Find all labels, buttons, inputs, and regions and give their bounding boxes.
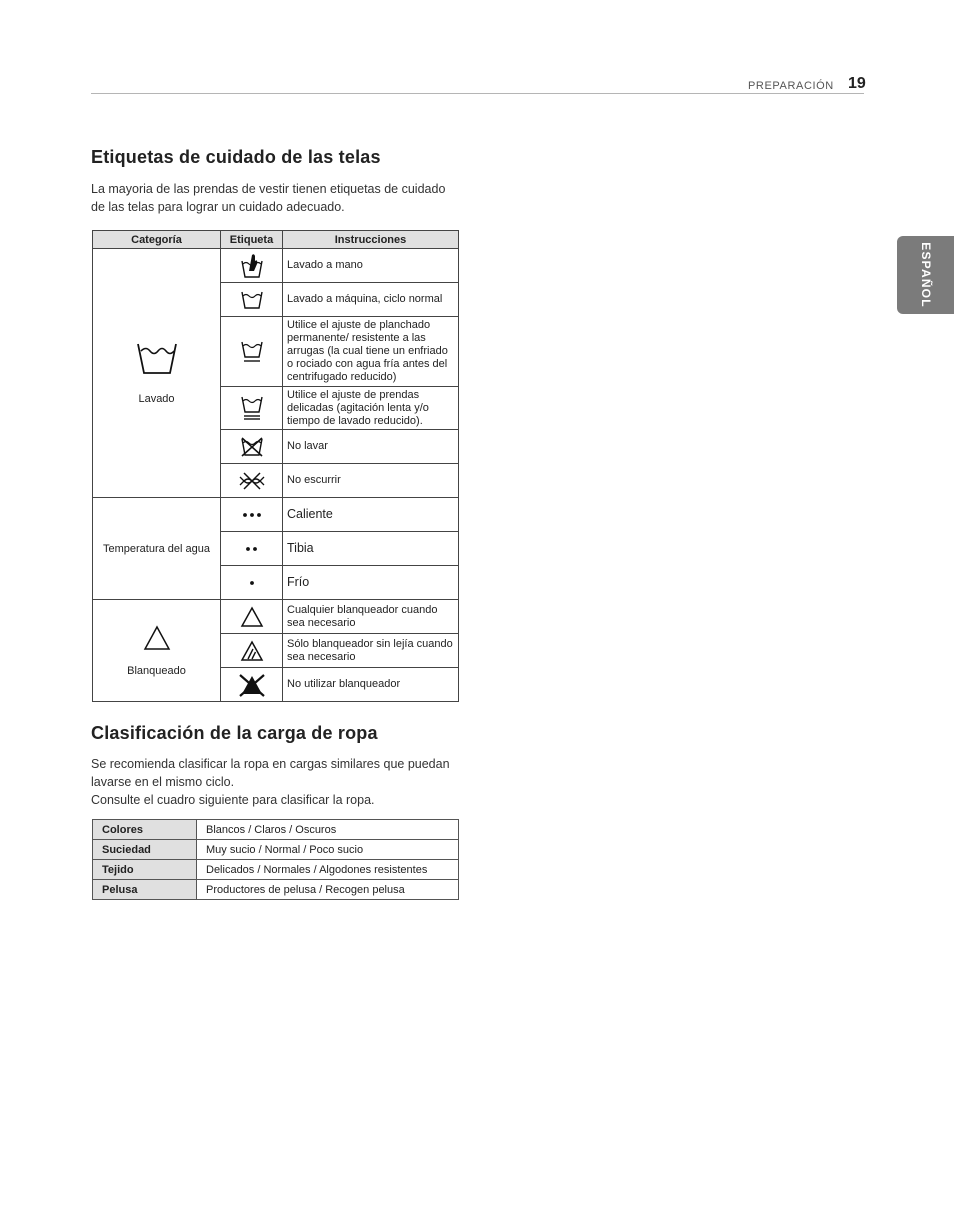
do-not-wring-icon: [221, 464, 283, 498]
three-dots-icon: [221, 498, 283, 532]
hand-wash-icon: [221, 249, 283, 283]
instruction-machine-wash: Lavado a máquina, ciclo normal: [283, 283, 459, 317]
do-not-bleach-icon: [221, 668, 283, 702]
header-section-label: PREPARACIÓN: [748, 80, 834, 92]
triangle-icon: [143, 625, 171, 651]
permanent-press-icon: [221, 317, 283, 387]
table-row: [93, 249, 459, 283]
table-row: [93, 600, 459, 634]
sort-value-soil: Muy sucio / Normal / Poco sucio: [197, 840, 459, 860]
instruction-cold: Frío: [283, 566, 459, 600]
sort-section-title: Clasificación de la carga de ropa: [91, 723, 378, 743]
instruction-delicate: Utilice el ajuste de prendas delicadas (agitación lenta y/o tiempo de lavado reducido).: [283, 387, 459, 430]
category-water-temperature: [93, 498, 221, 600]
sorting-table: [92, 819, 459, 900]
non-chlorine-bleach-icon: [221, 634, 283, 668]
instruction-do-not-wash: No lavar: [283, 430, 459, 464]
sort-key-colors: Colores: [93, 820, 197, 840]
category-bleach-label: Blanqueado: [127, 664, 186, 677]
table-row: [93, 820, 459, 840]
care-label-table: [92, 230, 459, 702]
washtub-icon: [136, 341, 178, 375]
sort-value-lint: Productores de pelusa / Recogen pelusa: [197, 880, 459, 900]
table-row: [93, 840, 459, 860]
care-section-title: Etiquetas de cuidado de las telas: [91, 147, 381, 167]
header-divider: [91, 93, 864, 94]
table-row: [93, 498, 459, 532]
sort-key-lint: Pelusa: [93, 880, 197, 900]
header-category: Categoría: [93, 231, 221, 249]
sort-key-soil: Suciedad: [93, 840, 197, 860]
category-washing: [93, 249, 221, 498]
category-water-temperature-label: Temperatura del agua: [102, 542, 210, 555]
instruction-any-bleach: Cualquier blanqueador cuando sea necesario: [283, 600, 459, 634]
bleach-any-icon: [221, 600, 283, 634]
language-tab[interactable]: [897, 236, 954, 314]
sort-key-fabric: Tejido: [93, 860, 197, 880]
one-dot-icon: [221, 566, 283, 600]
instruction-permanent-press: Utilice el ajuste de planchado permanente/ resistente a las arrugas (la cual tiene un enfriado o rociado con agua fría antes del centrifugado reducido): [283, 317, 459, 387]
sort-value-colors: Blancos / Claros / Oscuros: [197, 820, 459, 840]
do-not-wash-icon: [221, 430, 283, 464]
instruction-hand-wash: Lavado a mano: [283, 249, 459, 283]
table-row: [93, 860, 459, 880]
instruction-do-not-wring: No escurrir: [283, 464, 459, 498]
sort-section-intro-2: Consulte el cuadro siguiente para clasificar la ropa.: [91, 793, 375, 807]
delicate-icon: [221, 387, 283, 430]
header-label: Etiqueta: [221, 231, 283, 249]
two-dots-icon: [221, 532, 283, 566]
machine-wash-normal-icon: [221, 283, 283, 317]
sort-value-fabric: Delicados / Normales / Algodones resistentes: [197, 860, 459, 880]
language-tab-label: ESPAÑOL: [918, 242, 933, 308]
page-number: 19: [848, 75, 866, 92]
header-instructions: Instrucciones: [283, 231, 459, 249]
sort-section-intro: Se recomienda clasificar la ropa en cargas similares que puedan lavarse en el mismo ciclo.: [91, 757, 450, 789]
category-bleach: [93, 600, 221, 702]
instruction-hot: Caliente: [283, 498, 459, 532]
instruction-no-bleach: No utilizar blanqueador: [283, 668, 459, 702]
instruction-non-chlorine-bleach: Sólo blanqueador sin lejía cuando sea necesario: [283, 634, 459, 668]
category-washing-label: Lavado: [138, 393, 175, 405]
care-table-header: [93, 231, 459, 249]
instruction-warm: Tibia: [283, 532, 459, 566]
table-row: [93, 880, 459, 900]
care-section-intro: La mayoria de las prendas de vestir tienen etiquetas de cuidado de las telas para lograr un cuidado adecuado.: [91, 182, 446, 214]
